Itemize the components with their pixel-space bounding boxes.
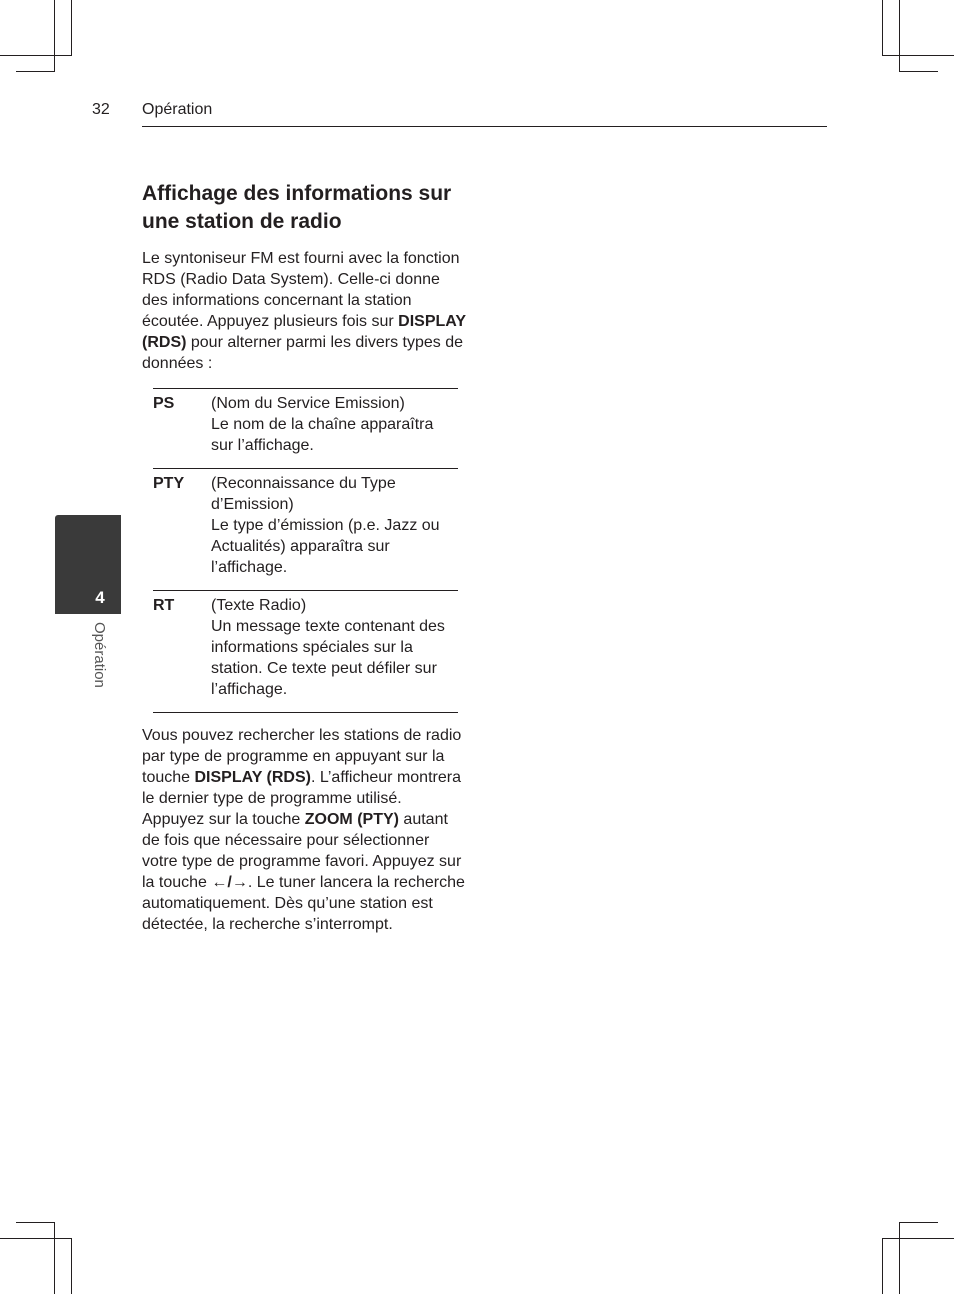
body-text: autant de fois que nécessaire pour sélectionner votre type de programme favori. Appuyez sur la touche [142,811,462,891]
display-rds-key: DISPLAY (RDS) [194,769,311,786]
rds-table [153,388,458,713]
table-row [153,389,458,469]
crop-mark [54,0,55,72]
crop-mark [54,1222,55,1294]
table-row [153,469,458,591]
crop-mark [899,1222,900,1294]
crop-mark [16,1222,55,1223]
page-number: 32 [92,101,110,118]
chapter-label: Opération [91,622,108,688]
crop-mark [882,55,954,56]
rds-code: PS [153,395,175,412]
running-header: Opération [142,101,213,118]
crop-mark [899,71,938,72]
display-rds-key: DISPLAY (RDS) [142,313,466,351]
rds-code: PTY [153,475,185,492]
table-row [153,591,458,713]
header-rule [142,126,827,127]
body-text: Vous pouvez rechercher les stations de radio par type de programme en appuyant sur la touche [142,727,462,786]
crop-mark [882,1238,954,1239]
intro-paragraph [142,248,467,374]
crop-mark [71,0,72,56]
chapter-tab [55,515,121,614]
rds-description [211,389,458,469]
body-text: . Le tuner lancera la recherche automatiquement. Dès qu’une station est détectée, la recherche s’interrompt. [142,874,465,933]
main-content [142,180,467,935]
rds-line: (Reconnaissance du Type d’Emission) [211,475,396,513]
body-text: . L’afficheur montrera le dernier type de programme utilisé. Appuyez sur la touche [142,769,461,828]
crop-mark [16,71,55,72]
crop-mark [71,1238,72,1294]
rds-line: (Nom du Service Emission) [211,395,405,412]
pty-paragraph [142,725,467,935]
intro-text: Le syntoniseur FM est fourni avec la fonction RDS (Radio Data System). Celle-ci donne des informations concernant la station écoutée. Appuyez plusieurs fois sur [142,250,460,330]
rds-description [211,591,458,713]
crop-mark [0,1238,72,1239]
rds-description [211,469,458,591]
crop-mark [899,0,900,72]
crop-mark [899,1222,938,1223]
rds-code: RT [153,597,175,614]
intro-text: pour alterner parmi les divers types de données : [142,334,464,372]
arrow-keys-icon: ←/→ [211,874,248,891]
chapter-number: 4 [95,588,105,607]
rds-line: (Texte Radio) [211,597,307,614]
section-heading: Affichage des informations sur une station de radio [142,182,452,233]
zoom-pty-key: ZOOM (PTY) [304,811,399,828]
rds-line: Un message texte contenant des informations spéciales sur la station. Ce texte peut défiler sur l’affichage. [211,618,445,698]
crop-mark [882,0,883,56]
crop-mark [0,55,72,56]
rds-line: Le nom de la chaîne apparaîtra sur l’affichage. [211,416,434,454]
crop-mark [882,1238,883,1294]
rds-line: Le type d’émission (p.e. Jazz ou Actualités) apparaîtra sur l’affichage. [211,517,440,576]
